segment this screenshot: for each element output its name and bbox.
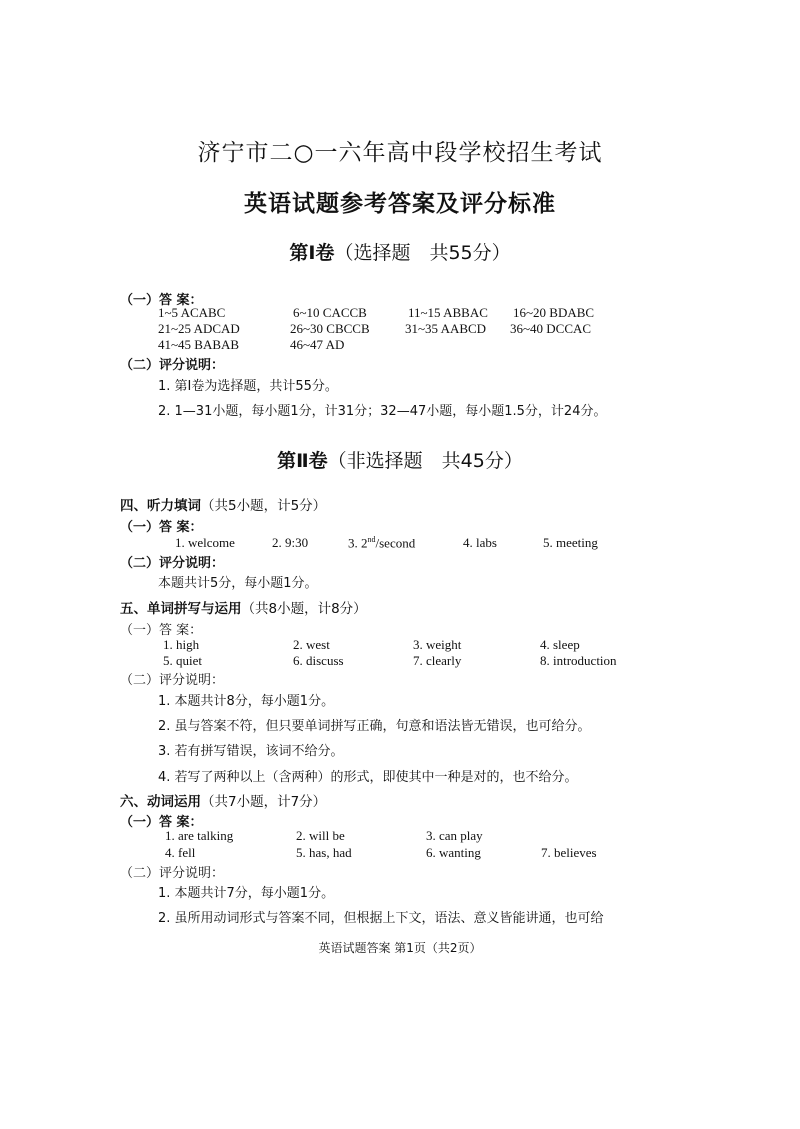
answer-item: 3. 2nd/second xyxy=(348,535,416,551)
scoring-note: 2. 虽与答案不符，但只要单词拼写正确，句意和语法皆无错误，也可给分。 xyxy=(158,719,591,734)
section6-answers-label: （一）答 案： xyxy=(120,815,203,830)
section4-heading xyxy=(120,494,326,514)
section4-scoring-label: （二）评分说明： xyxy=(120,556,225,571)
part1-note: （选择题 共55分） xyxy=(334,242,511,264)
section4-answers-label: （一）答 案： xyxy=(120,520,203,535)
answer-item: 4. sleep xyxy=(540,637,580,652)
part1-heading xyxy=(0,238,800,265)
part2-title: 第Ⅱ卷 xyxy=(277,450,328,472)
answer-item: 5. has, had xyxy=(296,845,352,860)
answer-group: 11~15 ABBAC xyxy=(408,305,488,320)
section4-title: 四、听力填词 xyxy=(120,498,201,514)
answer-item: 1. welcome xyxy=(175,535,235,550)
answer-item: 3. weight xyxy=(413,637,462,652)
answer-group: 6~10 CACCB xyxy=(293,305,367,320)
section6-note: （共7小题，计7分） xyxy=(201,794,327,810)
section5-answers-label: （一）答 案： xyxy=(120,623,203,638)
answer-item: 4. fell xyxy=(165,845,196,860)
section5-title: 五、单词拼写与运用 xyxy=(120,601,242,617)
document-title: 济宁市二○一六年高中段学校招生考试 xyxy=(197,140,603,166)
answer-item: 5. quiet xyxy=(163,653,202,668)
scoring-note: 1. 本题共计8分，每小题1分。 xyxy=(158,694,335,709)
scoring-note: 2. 1—31小题，每小题1分，计31分；32—47小题，每小题1.5分，计24分。 xyxy=(158,404,607,419)
scoring-note: 本题共计5分，每小题1分。 xyxy=(158,576,318,591)
scoring-note: 1. 本题共计7分，每小题1分。 xyxy=(158,886,335,901)
answer-item: 1. high xyxy=(163,637,200,652)
document-subtitle: 英语试题参考答案及评分标准 xyxy=(244,191,556,217)
answer-group: 31~35 AABCD xyxy=(405,321,487,336)
answer-group: 46~47 AD xyxy=(290,337,345,352)
answer-group: 1~5 ACABC xyxy=(158,305,226,320)
answer-group: 21~25 ADCAD xyxy=(158,321,240,336)
answer-item: 6. wanting xyxy=(426,845,481,860)
answer-item: 2. west xyxy=(293,637,330,652)
answer-item: 4. labs xyxy=(463,535,497,550)
section6-heading xyxy=(120,790,326,810)
page-footer: 英语试题答案 第1页（共2页） xyxy=(318,941,482,955)
section6-title: 六、动词运用 xyxy=(120,794,201,810)
answer-item: 2. 9:30 xyxy=(272,535,309,550)
answer-item: 1. are talking xyxy=(165,828,234,843)
answer-item: 6. discuss xyxy=(293,653,344,668)
section4-note: （共5小题，计5分） xyxy=(201,498,327,514)
answer-item: 2. will be xyxy=(296,828,345,843)
answer-group: 41~45 BABAB xyxy=(158,337,240,352)
part1-title: 第Ⅰ卷 xyxy=(289,242,335,264)
section6-scoring-label: （二）评分说明： xyxy=(120,866,225,881)
answer-item: 7. believes xyxy=(541,845,597,860)
part2-note: （非选择题 共45分） xyxy=(327,450,523,472)
scoring-note: 3. 若有拼写错误，该词不给分。 xyxy=(158,744,344,759)
scoring-note: 4. 若写了两种以上（含两种）的形式，即使其中一种是对的，也不给分。 xyxy=(158,770,578,785)
section5-heading xyxy=(120,597,367,617)
section5-scoring-label: （二）评分说明： xyxy=(120,673,225,688)
answer-item: 5. meeting xyxy=(543,535,598,550)
scoring-note: 1. 第Ⅰ卷为选择题，共计55分。 xyxy=(158,379,338,394)
answer-group: 26~30 CBCCB xyxy=(290,321,370,336)
part1-scoring-label: （二）评分说明： xyxy=(120,358,225,373)
part1-answers-label: （一）答 案： xyxy=(120,293,203,308)
section5-note: （共8小题，计8分） xyxy=(241,601,367,617)
scoring-note: 2. 虽所用动词形式与答案不同，但根据上下文，语法、意义皆能讲通，也可给 xyxy=(158,911,604,926)
answer-item: 7. clearly xyxy=(413,653,462,668)
answer-item: 8. introduction xyxy=(540,653,617,668)
answer-group: 16~20 BDABC xyxy=(513,305,595,320)
answer-group: 36~40 DCCAC xyxy=(510,321,592,336)
answer-item: 3. can play xyxy=(426,828,483,843)
part2-heading xyxy=(0,446,800,473)
